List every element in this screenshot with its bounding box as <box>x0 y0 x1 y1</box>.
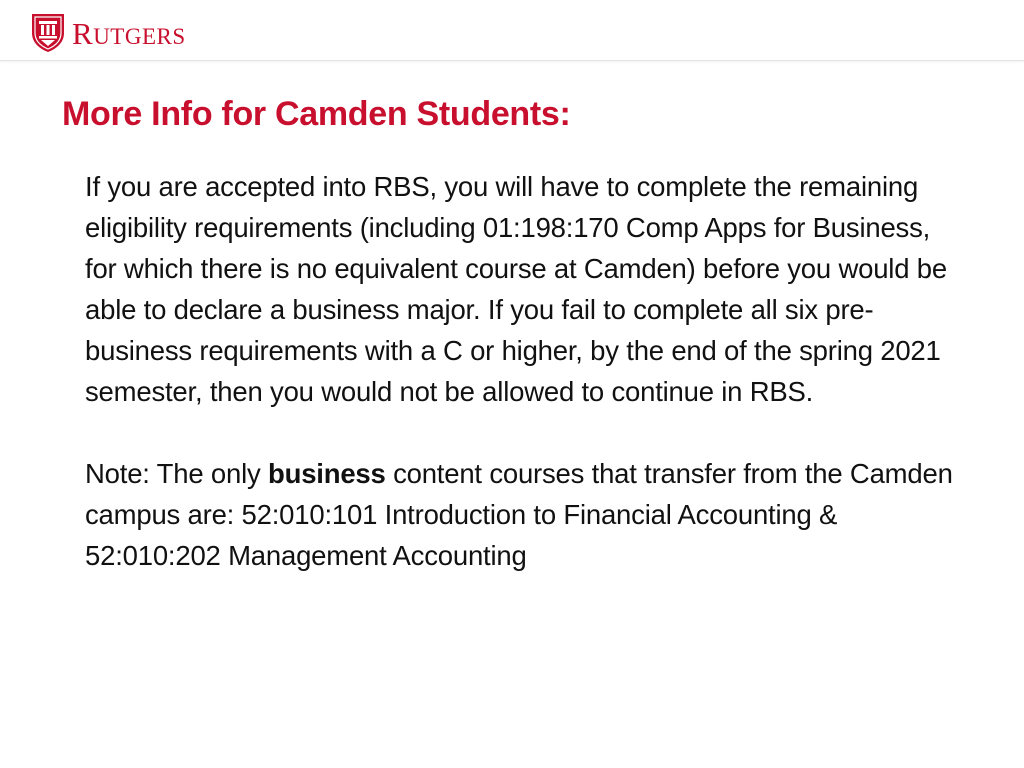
header-bar <box>0 0 1024 61</box>
paragraph-spacer <box>85 412 955 453</box>
rutgers-shield-icon <box>30 11 66 53</box>
note-prefix: Note: The only <box>85 458 268 489</box>
note-suffix: content courses that transfer from the Camden campus are: 52:010:101 Introduction to Financial Accounting & 52:010:202 Management Accounting <box>85 458 953 571</box>
transfer-note-paragraph <box>85 453 955 576</box>
eligibility-paragraph: If you are accepted into RBS, you will have to complete the remaining eligibility requirements (including 01:198:170 Comp Apps for Business, for which there is no equivalent course at Camden) before you would be able to declare a business major. If you fail to complete all six pre-business requirements with a C or higher, by the end of the spring 2021 semester, then you would not be allowed to continue in RBS. <box>85 171 947 407</box>
wordmark-rest: UTGERS <box>93 23 186 49</box>
rutgers-logo <box>30 12 186 52</box>
wordmark-initial: R <box>72 15 94 51</box>
note-bold-word: business <box>268 458 386 489</box>
slide-body <box>85 166 955 576</box>
rutgers-wordmark <box>72 15 186 51</box>
slide-title: More Info for Camden Students: <box>62 95 571 133</box>
